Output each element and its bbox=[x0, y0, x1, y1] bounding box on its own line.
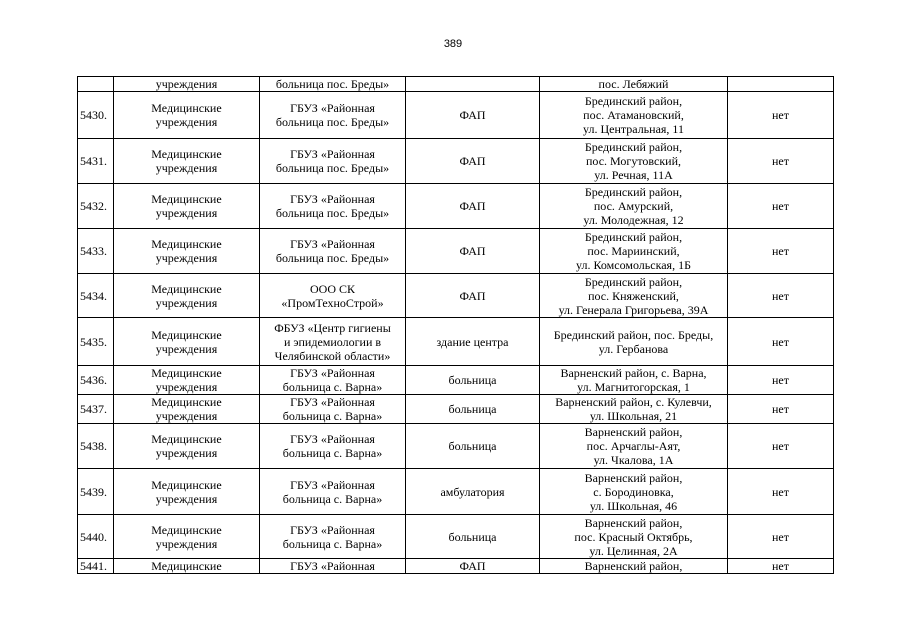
cell-flag: нет bbox=[728, 469, 834, 515]
cell-number bbox=[78, 77, 114, 92]
cell-number: 5440. bbox=[78, 515, 114, 559]
cell-address: Варненский район, пос. Красный Октябрь, ул. Целинная, 2А bbox=[540, 515, 728, 559]
table-row bbox=[78, 318, 834, 366]
cell-organization: ГБУЗ «Районная больница пос. Бреды» bbox=[260, 139, 406, 184]
table-row bbox=[78, 395, 834, 424]
cell-organization: ГБУЗ «Районная больница пос. Бреды» bbox=[260, 184, 406, 229]
cell-object: ФАП bbox=[406, 559, 540, 574]
cell-object: ФАП bbox=[406, 229, 540, 274]
table-row bbox=[78, 366, 834, 395]
cell-organization: ГБУЗ «Районная bbox=[260, 559, 406, 574]
cell-organization: ГБУЗ «Районная больница с. Варна» bbox=[260, 515, 406, 559]
cell-object: больница bbox=[406, 395, 540, 424]
cell-object: здание центра bbox=[406, 318, 540, 366]
cell-object: ФАП bbox=[406, 184, 540, 229]
cell-address: Варненский район, с. Варна, ул. Магнитогорская, 1 bbox=[540, 366, 728, 395]
cell-object: больница bbox=[406, 424, 540, 469]
cell-address: Брединский район, пос. Бреды, ул. Гербанова bbox=[540, 318, 728, 366]
cell-flag: нет bbox=[728, 515, 834, 559]
table-row bbox=[78, 274, 834, 318]
cell-object: больница bbox=[406, 515, 540, 559]
table-row bbox=[78, 184, 834, 229]
cell-institution-type: Медицинские bbox=[114, 559, 260, 574]
cell-address: Брединский район, пос. Могутовский, ул. Речная, 11А bbox=[540, 139, 728, 184]
cell-address: Брединский район, пос. Амурский, ул. Молодежная, 12 bbox=[540, 184, 728, 229]
cell-number: 5432. bbox=[78, 184, 114, 229]
cell-address: пос. Лебяжий bbox=[540, 77, 728, 92]
table-row bbox=[78, 77, 834, 92]
cell-organization: ГБУЗ «Районная больница с. Варна» bbox=[260, 469, 406, 515]
cell-flag: нет bbox=[728, 274, 834, 318]
cell-number: 5441. bbox=[78, 559, 114, 574]
data-table bbox=[77, 76, 834, 574]
cell-organization: ГБУЗ «Районная больница пос. Бреды» bbox=[260, 229, 406, 274]
table-row bbox=[78, 92, 834, 139]
cell-address: Брединский район, пос. Атамановский, ул. Центральная, 11 bbox=[540, 92, 728, 139]
cell-object: амбулатория bbox=[406, 469, 540, 515]
cell-number: 5433. bbox=[78, 229, 114, 274]
cell-institution-type: Медицинские учреждения bbox=[114, 139, 260, 184]
cell-address: Варненский район, с. Кулевчи, ул. Школьная, 21 bbox=[540, 395, 728, 424]
table-row bbox=[78, 515, 834, 559]
cell-organization: ГБУЗ «Районная больница с. Варна» bbox=[260, 366, 406, 395]
cell-number: 5437. bbox=[78, 395, 114, 424]
cell-flag: нет bbox=[728, 395, 834, 424]
cell-institution-type: Медицинские учреждения bbox=[114, 424, 260, 469]
cell-object: ФАП bbox=[406, 139, 540, 184]
cell-institution-type: Медицинские учреждения bbox=[114, 318, 260, 366]
cell-number: 5436. bbox=[78, 366, 114, 395]
cell-address: Брединский район, пос. Княженский, ул. Генерала Григорьева, 39А bbox=[540, 274, 728, 318]
cell-organization: ГБУЗ «Районная больница пос. Бреды» bbox=[260, 92, 406, 139]
cell-flag: нет bbox=[728, 559, 834, 574]
cell-organization: ГБУЗ «Районная больница с. Варна» bbox=[260, 395, 406, 424]
cell-number: 5438. bbox=[78, 424, 114, 469]
table-body bbox=[78, 77, 834, 574]
cell-flag: нет bbox=[728, 318, 834, 366]
cell-number: 5434. bbox=[78, 274, 114, 318]
table-row bbox=[78, 469, 834, 515]
page-number: 389 bbox=[443, 38, 463, 50]
table-row bbox=[78, 229, 834, 274]
cell-institution-type: Медицинские учреждения bbox=[114, 395, 260, 424]
cell-object bbox=[406, 77, 540, 92]
table-row bbox=[78, 139, 834, 184]
cell-flag bbox=[728, 77, 834, 92]
cell-flag: нет bbox=[728, 92, 834, 139]
cell-institution-type: Медицинские учреждения bbox=[114, 515, 260, 559]
cell-number: 5430. bbox=[78, 92, 114, 139]
cell-organization: больница пос. Бреды» bbox=[260, 77, 406, 92]
cell-flag: нет bbox=[728, 424, 834, 469]
cell-flag: нет bbox=[728, 229, 834, 274]
cell-address: Варненский район, bbox=[540, 559, 728, 574]
table-row bbox=[78, 559, 834, 574]
cell-flag: нет bbox=[728, 139, 834, 184]
cell-institution-type: Медицинские учреждения bbox=[114, 274, 260, 318]
cell-flag: нет bbox=[728, 184, 834, 229]
cell-address: Варненский район, пос. Арчаглы-Аят, ул. Чкалова, 1А bbox=[540, 424, 728, 469]
cell-institution-type: Медицинские учреждения bbox=[114, 229, 260, 274]
cell-institution-type: Медицинские учреждения bbox=[114, 469, 260, 515]
cell-number: 5431. bbox=[78, 139, 114, 184]
table-row bbox=[78, 424, 834, 469]
cell-institution-type: Медицинские учреждения bbox=[114, 92, 260, 139]
cell-institution-type: учреждения bbox=[114, 77, 260, 92]
cell-object: ФАП bbox=[406, 274, 540, 318]
cell-organization: ООО СК «ПромТехноСтрой» bbox=[260, 274, 406, 318]
cell-number: 5435. bbox=[78, 318, 114, 366]
cell-institution-type: Медицинские учреждения bbox=[114, 184, 260, 229]
cell-address: Брединский район, пос. Мариинский, ул. Комсомольская, 1Б bbox=[540, 229, 728, 274]
cell-address: Варненский район, с. Бородиновка, ул. Школьная, 46 bbox=[540, 469, 728, 515]
cell-object: больница bbox=[406, 366, 540, 395]
cell-organization: ФБУЗ «Центр гигиены и эпидемиологии в Челябинской области» bbox=[260, 318, 406, 366]
cell-institution-type: Медицинские учреждения bbox=[114, 366, 260, 395]
cell-organization: ГБУЗ «Районная больница с. Варна» bbox=[260, 424, 406, 469]
cell-flag: нет bbox=[728, 366, 834, 395]
cell-number: 5439. bbox=[78, 469, 114, 515]
cell-object: ФАП bbox=[406, 92, 540, 139]
